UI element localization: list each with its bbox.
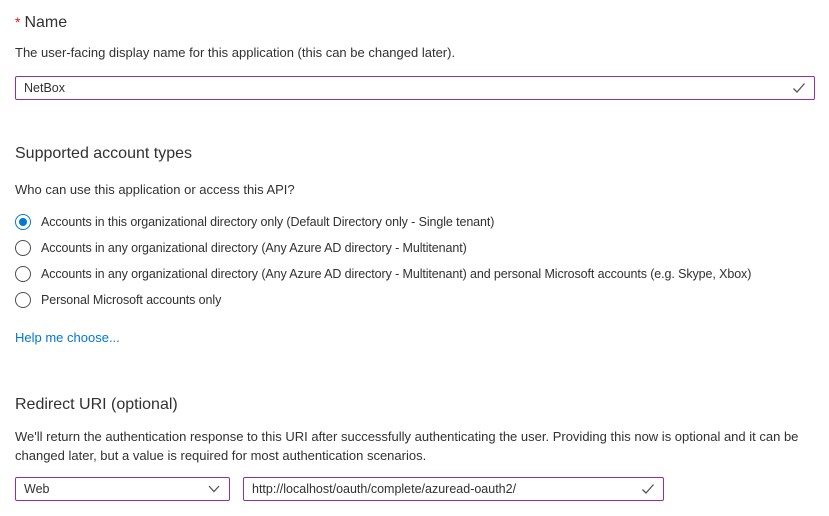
redirect-uri-section (15, 395, 815, 501)
platform-select[interactable] (15, 477, 230, 501)
radio-option-single-tenant[interactable] (15, 209, 815, 235)
radio-option-label: Personal Microsoft accounts only (41, 293, 222, 307)
account-types-radio-group (15, 209, 815, 313)
account-types-title: Supported account types (15, 145, 193, 162)
name-section-title (15, 12, 815, 33)
redirect-uri-title: Redirect URI (optional) (15, 396, 178, 413)
account-types-section (15, 144, 815, 347)
name-title-text: Name (24, 14, 68, 31)
name-description: The user-facing display name for this application (this can be changed later). (15, 45, 456, 60)
redirect-uri-input-container (243, 477, 664, 501)
radio-button[interactable] (15, 266, 31, 282)
radio-option-multitenant-personal[interactable] (15, 261, 815, 287)
radio-option-label: Accounts in any organizational directory (Any Azure AD directory - Multitenant) (41, 241, 467, 255)
platform-select-value: Web (24, 482, 50, 496)
account-types-question: Who can use this application or access this API? (15, 182, 295, 197)
radio-option-personal-only[interactable] (15, 287, 815, 313)
name-input[interactable] (15, 76, 815, 100)
radio-option-label: Accounts in this organizational directory only (Default Directory only - Single tenant) (41, 215, 495, 229)
redirect-uri-description: We'll return the authentication response to this URI after successfully authenticating the user. Providing this now is optional and it can be changed later, but a value is required for most authentication scenarios. (15, 429, 799, 463)
help-me-choose-link[interactable]: Help me choose... (15, 330, 120, 345)
redirect-uri-input[interactable] (243, 477, 664, 501)
required-asterisk: * (15, 14, 21, 30)
radio-button[interactable] (15, 214, 31, 230)
radio-button[interactable] (15, 240, 31, 256)
radio-option-multitenant[interactable] (15, 235, 815, 261)
name-input-container (15, 76, 815, 100)
help-link-row (15, 329, 815, 347)
radio-button[interactable] (15, 292, 31, 308)
chevron-down-icon (208, 485, 220, 493)
radio-option-label: Accounts in any organizational directory (Any Azure AD directory - Multitenant) and personal Microsoft accounts (e.g. Skype, Xbox) (41, 267, 752, 281)
name-section (15, 12, 815, 100)
redirect-uri-controls (15, 477, 815, 501)
